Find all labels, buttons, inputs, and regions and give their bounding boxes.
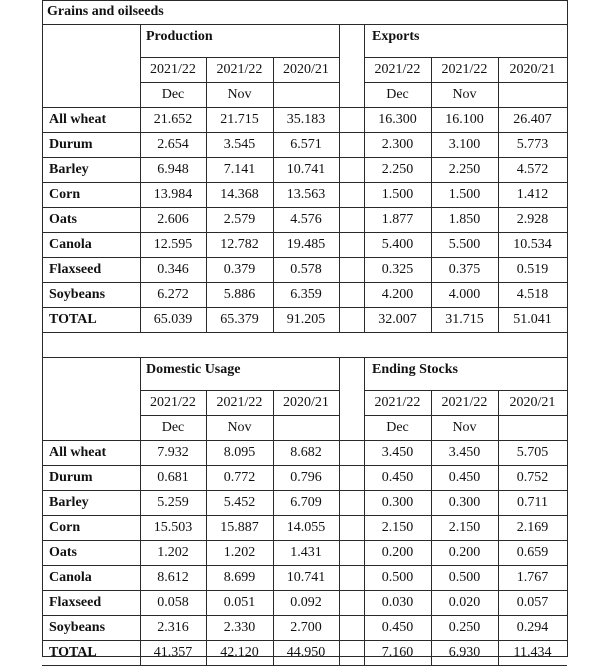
top-section-row-label: Flaxseed bbox=[49, 262, 102, 277]
top-section-exports-cell: 51.041 bbox=[513, 312, 552, 327]
top-section-production-cell: 4.576 bbox=[290, 212, 322, 227]
bottom-section-stocks-cell: 0.057 bbox=[516, 595, 549, 610]
bottom-section-domestic-cell: 6.709 bbox=[290, 495, 322, 510]
bottom-section-vline-main-1 bbox=[339, 357, 340, 665]
document-title: Grains and oilseeds bbox=[47, 4, 164, 19]
top-section-production-cell: 2.654 bbox=[157, 137, 189, 152]
bottom-section-row-line bbox=[42, 540, 567, 541]
bottom-section-domestic-cell: 10.741 bbox=[286, 570, 326, 585]
top-section-production-cell: 6.359 bbox=[290, 287, 322, 302]
bottom-section-domestic-cell: 44.950 bbox=[286, 645, 326, 660]
bottom-section-stocks-cell: 7.160 bbox=[381, 645, 414, 660]
bottom-section-stocks-cell: 0.752 bbox=[516, 470, 549, 485]
bottom-section-row-label: Flaxseed bbox=[49, 595, 102, 610]
top-section-exports-cell: 5.400 bbox=[381, 237, 414, 252]
bottom-section-year-border bbox=[140, 390, 339, 391]
top-section-production-cell: 65.039 bbox=[153, 312, 193, 327]
bottom-section-stocks-cell: 0.200 bbox=[448, 545, 481, 560]
top-section-production-cell: 21.652 bbox=[153, 112, 193, 127]
bottom-section-left-year-header: 2020/21 bbox=[283, 395, 329, 410]
top-section-row-label: Soybeans bbox=[49, 287, 106, 302]
top-section-left-year-header: 2021/22 bbox=[216, 62, 263, 77]
bottom-section-row-label: All wheat bbox=[49, 445, 107, 460]
bottom-section-left-year-header: 2021/22 bbox=[216, 395, 263, 410]
bottom-section-domestic-cell: 2.700 bbox=[290, 620, 322, 635]
bottom-section-row-label: TOTAL bbox=[49, 645, 97, 660]
bottom-section-year-border-r bbox=[364, 390, 567, 391]
bottom-section-domestic-cell: 1.431 bbox=[290, 545, 322, 560]
bottom-section-stocks-cell: 0.250 bbox=[448, 620, 481, 635]
top-section-production-cell: 13.563 bbox=[286, 187, 326, 202]
top-section-row-line bbox=[42, 257, 567, 258]
top-section-row-line bbox=[42, 307, 567, 308]
top-section-production-cell: 7.141 bbox=[223, 162, 256, 177]
top-section-left-month-header: Dec bbox=[161, 87, 185, 102]
bottom-section-right-year-header: 2021/22 bbox=[441, 395, 488, 410]
top-section-right-year-header: 2020/21 bbox=[509, 62, 556, 77]
top-section-exports-cell: 2.300 bbox=[381, 137, 414, 152]
bottom-section-domestic-cell: 7.932 bbox=[157, 445, 189, 460]
bottom-section-row-line bbox=[42, 565, 567, 566]
top-section-right-month-header: Dec bbox=[386, 87, 409, 102]
top-section-production-cell: 12.595 bbox=[153, 237, 193, 252]
top-section-right-year-header: 2021/22 bbox=[374, 62, 421, 77]
bottom-section-row-label: Canola bbox=[49, 570, 92, 585]
top-section-production-cell: 14.368 bbox=[220, 187, 259, 202]
top-section-row-label: Corn bbox=[49, 187, 81, 202]
top-section-left-year-header: 2020/21 bbox=[283, 62, 329, 77]
top-section-production-cell: 91.205 bbox=[286, 312, 326, 327]
top-section-left-year-header: 2021/22 bbox=[150, 62, 196, 77]
top-section-exports-cell: 26.407 bbox=[513, 112, 552, 127]
bottom-section-left-month-header: Nov bbox=[227, 420, 252, 435]
top-section-exports-cell: 1.412 bbox=[516, 187, 549, 202]
bottom-section-domestic-cell: 15.887 bbox=[220, 520, 259, 535]
bottom-section-stocks-cell: 0.300 bbox=[448, 495, 481, 510]
bottom-section-stocks-cell: 6.930 bbox=[448, 645, 481, 660]
bottom-section-stocks-cell: 0.200 bbox=[381, 545, 414, 560]
bottom-section-domestic-cell: 1.202 bbox=[157, 545, 189, 560]
top-section-production-cell: 35.183 bbox=[286, 112, 326, 127]
bottom-section-domestic-cell: 0.796 bbox=[290, 470, 322, 485]
bottom-section-month-border-r bbox=[364, 415, 567, 416]
bottom-section-domestic-cell: 5.452 bbox=[223, 495, 256, 510]
top-section-exports-cell: 31.715 bbox=[445, 312, 484, 327]
top-section-row-line bbox=[42, 207, 567, 208]
bottom-section-right-year-header: 2021/22 bbox=[374, 395, 421, 410]
bottom-section-row-line bbox=[42, 615, 567, 616]
top-section-production-cell: 6.272 bbox=[157, 287, 189, 302]
bottom-section-row-label: Durum bbox=[49, 470, 93, 485]
top-section-exports-cell: 5.773 bbox=[516, 137, 549, 152]
top-section-production-cell: 19.485 bbox=[286, 237, 326, 252]
bottom-section-stocks-cell: 0.659 bbox=[516, 545, 549, 560]
top-section-month-border-r bbox=[364, 82, 567, 83]
bottom-section-stocks-cell: 0.711 bbox=[517, 495, 548, 510]
top-section-left-month-header: Nov bbox=[227, 87, 252, 102]
bottom-section-right-heading: Ending Stocks bbox=[372, 362, 458, 377]
bottom-section-row-label: Barley bbox=[49, 495, 89, 510]
top-section-year-border bbox=[140, 57, 339, 58]
top-section-exports-cell: 16.300 bbox=[378, 112, 417, 127]
bottom-section-row-line bbox=[42, 490, 567, 491]
bottom-section-month-border bbox=[140, 415, 339, 416]
top-section-right-month-header: Nov bbox=[452, 87, 477, 102]
top-section-exports-cell: 16.100 bbox=[445, 112, 484, 127]
bottom-section-right-month-header: Dec bbox=[386, 420, 409, 435]
top-section-row-line bbox=[42, 232, 567, 233]
bottom-section-domestic-cell: 0.051 bbox=[223, 595, 256, 610]
bottom-section-row-label: Soybeans bbox=[49, 620, 106, 635]
bottom-section-stocks-cell: 2.150 bbox=[381, 520, 414, 535]
top-section-row-line bbox=[42, 182, 567, 183]
bottom-section-domestic-cell: 5.259 bbox=[157, 495, 189, 510]
bottom-section-stocks-cell: 1.767 bbox=[516, 570, 549, 585]
top-section-row-label: Oats bbox=[49, 212, 77, 227]
top-section-production-cell: 5.886 bbox=[223, 287, 256, 302]
bottom-section-domestic-cell: 42.120 bbox=[220, 645, 259, 660]
top-section-production-cell: 12.782 bbox=[220, 237, 259, 252]
top-section-row-line bbox=[42, 107, 567, 108]
bottom-section-domestic-cell: 41.357 bbox=[153, 645, 193, 660]
top-section-production-cell: 6.948 bbox=[157, 162, 189, 177]
bottom-section-left-year-header: 2021/22 bbox=[150, 395, 196, 410]
top-section-top-border bbox=[42, 24, 567, 25]
bottom-section-domestic-cell: 0.772 bbox=[223, 470, 256, 485]
top-section-exports-cell: 1.850 bbox=[448, 212, 481, 227]
top-section-row-label: All wheat bbox=[49, 112, 107, 127]
bottom-section-stocks-cell: 3.450 bbox=[448, 445, 481, 460]
top-section-row-label: Durum bbox=[49, 137, 93, 152]
bottom-section-row-line bbox=[42, 590, 567, 591]
bottom-section-stocks-cell: 0.450 bbox=[381, 620, 414, 635]
top-section-row-line bbox=[42, 157, 567, 158]
top-section-exports-cell: 32.007 bbox=[378, 312, 417, 327]
top-section-exports-cell: 1.500 bbox=[381, 187, 414, 202]
bottom-section-domestic-cell: 0.092 bbox=[290, 595, 322, 610]
top-section-row-line bbox=[42, 332, 567, 333]
top-section-right-heading: Exports bbox=[372, 29, 420, 44]
bottom-section-row-label: Corn bbox=[49, 520, 81, 535]
bottom-section-domestic-cell: 1.202 bbox=[223, 545, 256, 560]
top-section-production-cell: 2.579 bbox=[223, 212, 256, 227]
top-section-exports-cell: 2.928 bbox=[516, 212, 549, 227]
top-section-production-cell: 21.715 bbox=[220, 112, 259, 127]
top-section-exports-cell: 0.325 bbox=[381, 262, 414, 277]
bottom-section-stocks-cell: 0.020 bbox=[448, 595, 481, 610]
bottom-section-domestic-cell: 15.503 bbox=[153, 520, 193, 535]
top-section-exports-cell: 4.518 bbox=[516, 287, 549, 302]
bottom-section-row-line bbox=[42, 440, 567, 441]
bottom-section-left-heading: Domestic Usage bbox=[146, 362, 241, 377]
bottom-section-domestic-cell: 0.681 bbox=[157, 470, 189, 485]
bottom-section-domestic-cell: 14.055 bbox=[286, 520, 326, 535]
top-section-production-cell: 2.606 bbox=[157, 212, 189, 227]
bottom-section-stocks-cell: 0.450 bbox=[448, 470, 481, 485]
top-section-exports-cell: 2.250 bbox=[448, 162, 481, 177]
top-section-exports-cell: 1.500 bbox=[448, 187, 481, 202]
top-section-month-border bbox=[140, 82, 339, 83]
bottom-section-stocks-cell: 0.450 bbox=[381, 470, 414, 485]
bottom-section-domestic-cell: 8.095 bbox=[223, 445, 256, 460]
bottom-section-domestic-cell: 2.330 bbox=[223, 620, 256, 635]
top-section-left-heading: Production bbox=[146, 29, 213, 44]
top-section-exports-cell: 4.200 bbox=[381, 287, 414, 302]
top-section-production-cell: 3.545 bbox=[223, 137, 256, 152]
top-section-row-line bbox=[42, 132, 567, 133]
bottom-section-left-month-header: Dec bbox=[161, 420, 185, 435]
bottom-section-row-line bbox=[42, 465, 567, 466]
bottom-section-stocks-cell: 2.150 bbox=[448, 520, 481, 535]
bottom-section-row-line bbox=[42, 515, 567, 516]
top-section-production-cell: 6.571 bbox=[290, 137, 322, 152]
bottom-section-right-year-header: 2020/21 bbox=[509, 395, 556, 410]
top-section-row-line bbox=[42, 282, 567, 283]
bottom-section-row-line bbox=[42, 640, 567, 641]
bottom-section-domestic-cell: 0.058 bbox=[157, 595, 189, 610]
bottom-section-domestic-cell: 8.699 bbox=[223, 570, 256, 585]
top-section-exports-cell: 2.250 bbox=[381, 162, 414, 177]
top-section-exports-cell: 0.519 bbox=[516, 262, 549, 277]
bottom-section-stocks-cell: 0.030 bbox=[381, 595, 414, 610]
bottom-section-domestic-cell: 8.612 bbox=[157, 570, 189, 585]
top-section-year-border-r bbox=[364, 57, 567, 58]
bottom-section-stocks-cell: 5.705 bbox=[516, 445, 549, 460]
top-section-production-cell: 10.741 bbox=[286, 162, 326, 177]
bottom-section-stocks-cell: 3.450 bbox=[381, 445, 414, 460]
top-section-production-cell: 0.578 bbox=[290, 262, 322, 277]
top-section-right-year-header: 2021/22 bbox=[441, 62, 488, 77]
bottom-section-row-label: Oats bbox=[49, 545, 77, 560]
bottom-section-top-border bbox=[42, 357, 567, 358]
top-section-exports-cell: 3.100 bbox=[448, 137, 481, 152]
top-section-production-cell: 65.379 bbox=[220, 312, 259, 327]
bottom-section-stocks-cell: 0.500 bbox=[381, 570, 414, 585]
top-section-production-cell: 13.984 bbox=[153, 187, 193, 202]
top-section-vline-main-1 bbox=[339, 24, 340, 332]
top-section-exports-cell: 4.572 bbox=[516, 162, 549, 177]
top-section-exports-cell: 10.534 bbox=[513, 237, 552, 252]
top-section-exports-cell: 0.375 bbox=[448, 262, 481, 277]
top-section-production-cell: 0.379 bbox=[223, 262, 256, 277]
top-section-exports-cell: 1.877 bbox=[381, 212, 414, 227]
bottom-section-stocks-cell: 2.169 bbox=[516, 520, 549, 535]
bottom-section-stocks-cell: 0.294 bbox=[516, 620, 549, 635]
bottom-section-right-month-header: Nov bbox=[452, 420, 477, 435]
top-section-exports-cell: 4.000 bbox=[448, 287, 481, 302]
top-section-row-label: Canola bbox=[49, 237, 92, 252]
top-section-production-cell: 0.346 bbox=[157, 262, 189, 277]
top-section-row-label: TOTAL bbox=[49, 312, 97, 327]
bottom-section-stocks-cell: 0.300 bbox=[381, 495, 414, 510]
bottom-section-stocks-cell: 11.434 bbox=[513, 645, 552, 660]
top-section-exports-cell: 5.500 bbox=[448, 237, 481, 252]
top-section-row-label: Barley bbox=[49, 162, 89, 177]
bottom-section-stocks-cell: 0.500 bbox=[448, 570, 481, 585]
bottom-section-domestic-cell: 8.682 bbox=[290, 445, 322, 460]
bottom-section-domestic-cell: 2.316 bbox=[157, 620, 189, 635]
